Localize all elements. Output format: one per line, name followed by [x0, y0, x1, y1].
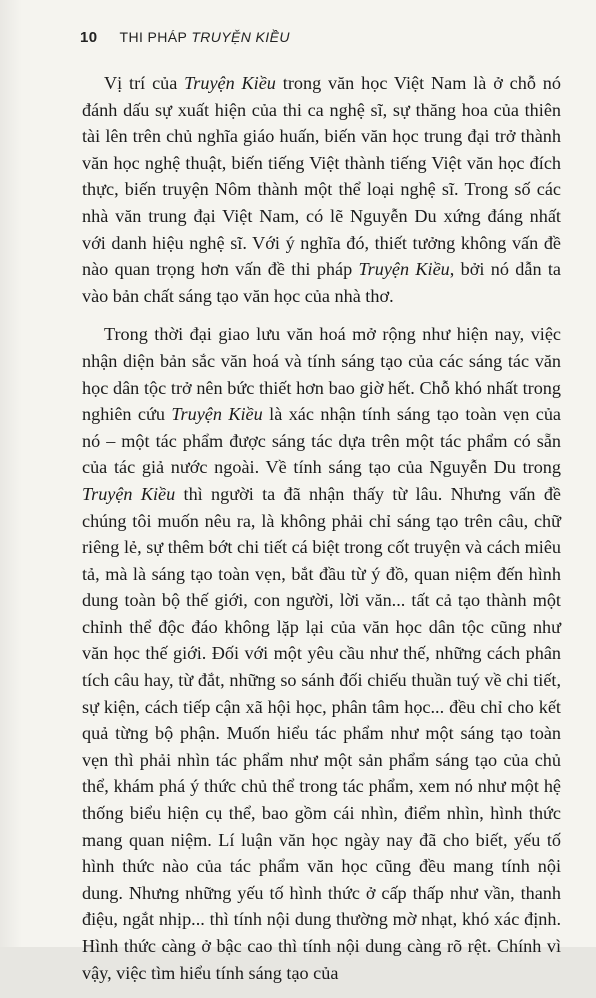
paragraph-text: Vị trí của: [104, 73, 185, 93]
running-title: [120, 29, 290, 45]
binding-shadow: [0, 0, 22, 947]
italic-title: Truyện Kiều: [358, 259, 450, 280]
italic-title: Truyện Kiều: [184, 73, 276, 93]
paragraph-text: trong văn học Việt Nam là ở chỗ nó đánh dấu sự xuất hiện của thi ca nghệ sĩ, sự thăng hoa của thiên tài lên trên chủ nghĩa giáo huấn, biến văn học trung đại trở thành văn học nghệ thuật, biến tiếng Việt thành tiếng Việt văn học đích thực, biến truyện Nôm thành một thể loại nghệ sĩ. Trong số các nhà văn trung đại Việt Nam, có lẽ Nguyễn Du xứng đáng nhất với danh hiệu nghệ sĩ. Với ý nghĩa đó, thiết tưởng không vấn đề nào quan trọng hơn vấn đề thi pháp: [82, 73, 561, 280]
italic-title: Truyện Kiều: [82, 483, 176, 504]
paragraph-text: , bởi nó dẫn ta vào bản chất sáng tạo văn học của nhà thơ.: [82, 259, 561, 306]
running-title-prefix: THI PHÁP: [119, 29, 192, 45]
paragraph-text: Trong thời đại giao lưu văn hoá mở rộng như hiện nay, việc nhận diện bản sắc văn hoá và tính sáng tạo của các sáng tác văn học dân tộc trở nên bức thiết hơn bao giờ hết. Chỗ khó nhất trong nghiên cứu: [82, 324, 561, 425]
running-header: [80, 29, 290, 46]
running-title-italic: TRUYỆN KIỀU: [191, 29, 290, 45]
italic-title: Truyện Kiều: [171, 404, 263, 425]
paragraph-text: là xác nhận tính sáng tạo toàn vẹn của nó – một tác phẩm được sáng tác dựa trên một tác phẩm có sẵn của tác giả nước ngoài. Về tính sáng tạo của Nguyễn Du trong: [82, 404, 562, 478]
paragraph-text: thì người ta đã nhận thấy từ lâu. Nhưng vấn đề chúng tôi muốn nêu ra, là không phải chỉ sáng tạo trên câu, chữ riêng lẻ, sự thêm bớt chi tiết cá biệt trong cốt truyện và cách miêu tả, mà là sáng tạo toàn vẹn, bắt đầu từ ý đồ, quan niệm đến hình dung toàn bộ thế giới, con người, lời văn... tất cả tạo thành một chỉnh thể độc đáo không lặp lại của văn học dân tộc cũng như văn học thế giới. Đối với một yêu cầu như thế, những cách phân tích câu hay, từ đắt, những so sánh đối chiếu thuần tuý về chi tiết, sự kiện, cách tiếp cận xã hội học, phân tâm học... đều chỉ cho kết quả từng bộ phận. Muốn hiểu tác phẩm như một sáng tạo toàn vẹn thì phải nhìn tác phẩm như một sản phẩm sáng tạo của chủ thể, khám phá ý thức chủ thể trong tác phẩm, xem nó như một hệ thống biểu hiện cụ thể, bao gồm cái nhìn, điểm nhìn, hình thức mang quan niệm. Lí luận văn học ngày nay đã cho biết, yếu tố hình thức nào của tác phẩm văn học cũng đều mang tính nội dung. Nhưng những yếu tố hình thức ở cấp thấp như vần, thanh điệu, ngắt nhịp... thì tính nội dung thường mờ nhạt, khó xác định. Hình thức càng ở bậc cao thì tính nội dung càng rõ rệt. Chính vì vậy, việc tìm hiểu tính sáng tạo của: [82, 483, 561, 983]
body-text: [82, 70, 561, 998]
paragraph-1: [82, 70, 561, 309]
paragraph-2: [82, 321, 561, 986]
page-number: 10: [80, 29, 98, 46]
